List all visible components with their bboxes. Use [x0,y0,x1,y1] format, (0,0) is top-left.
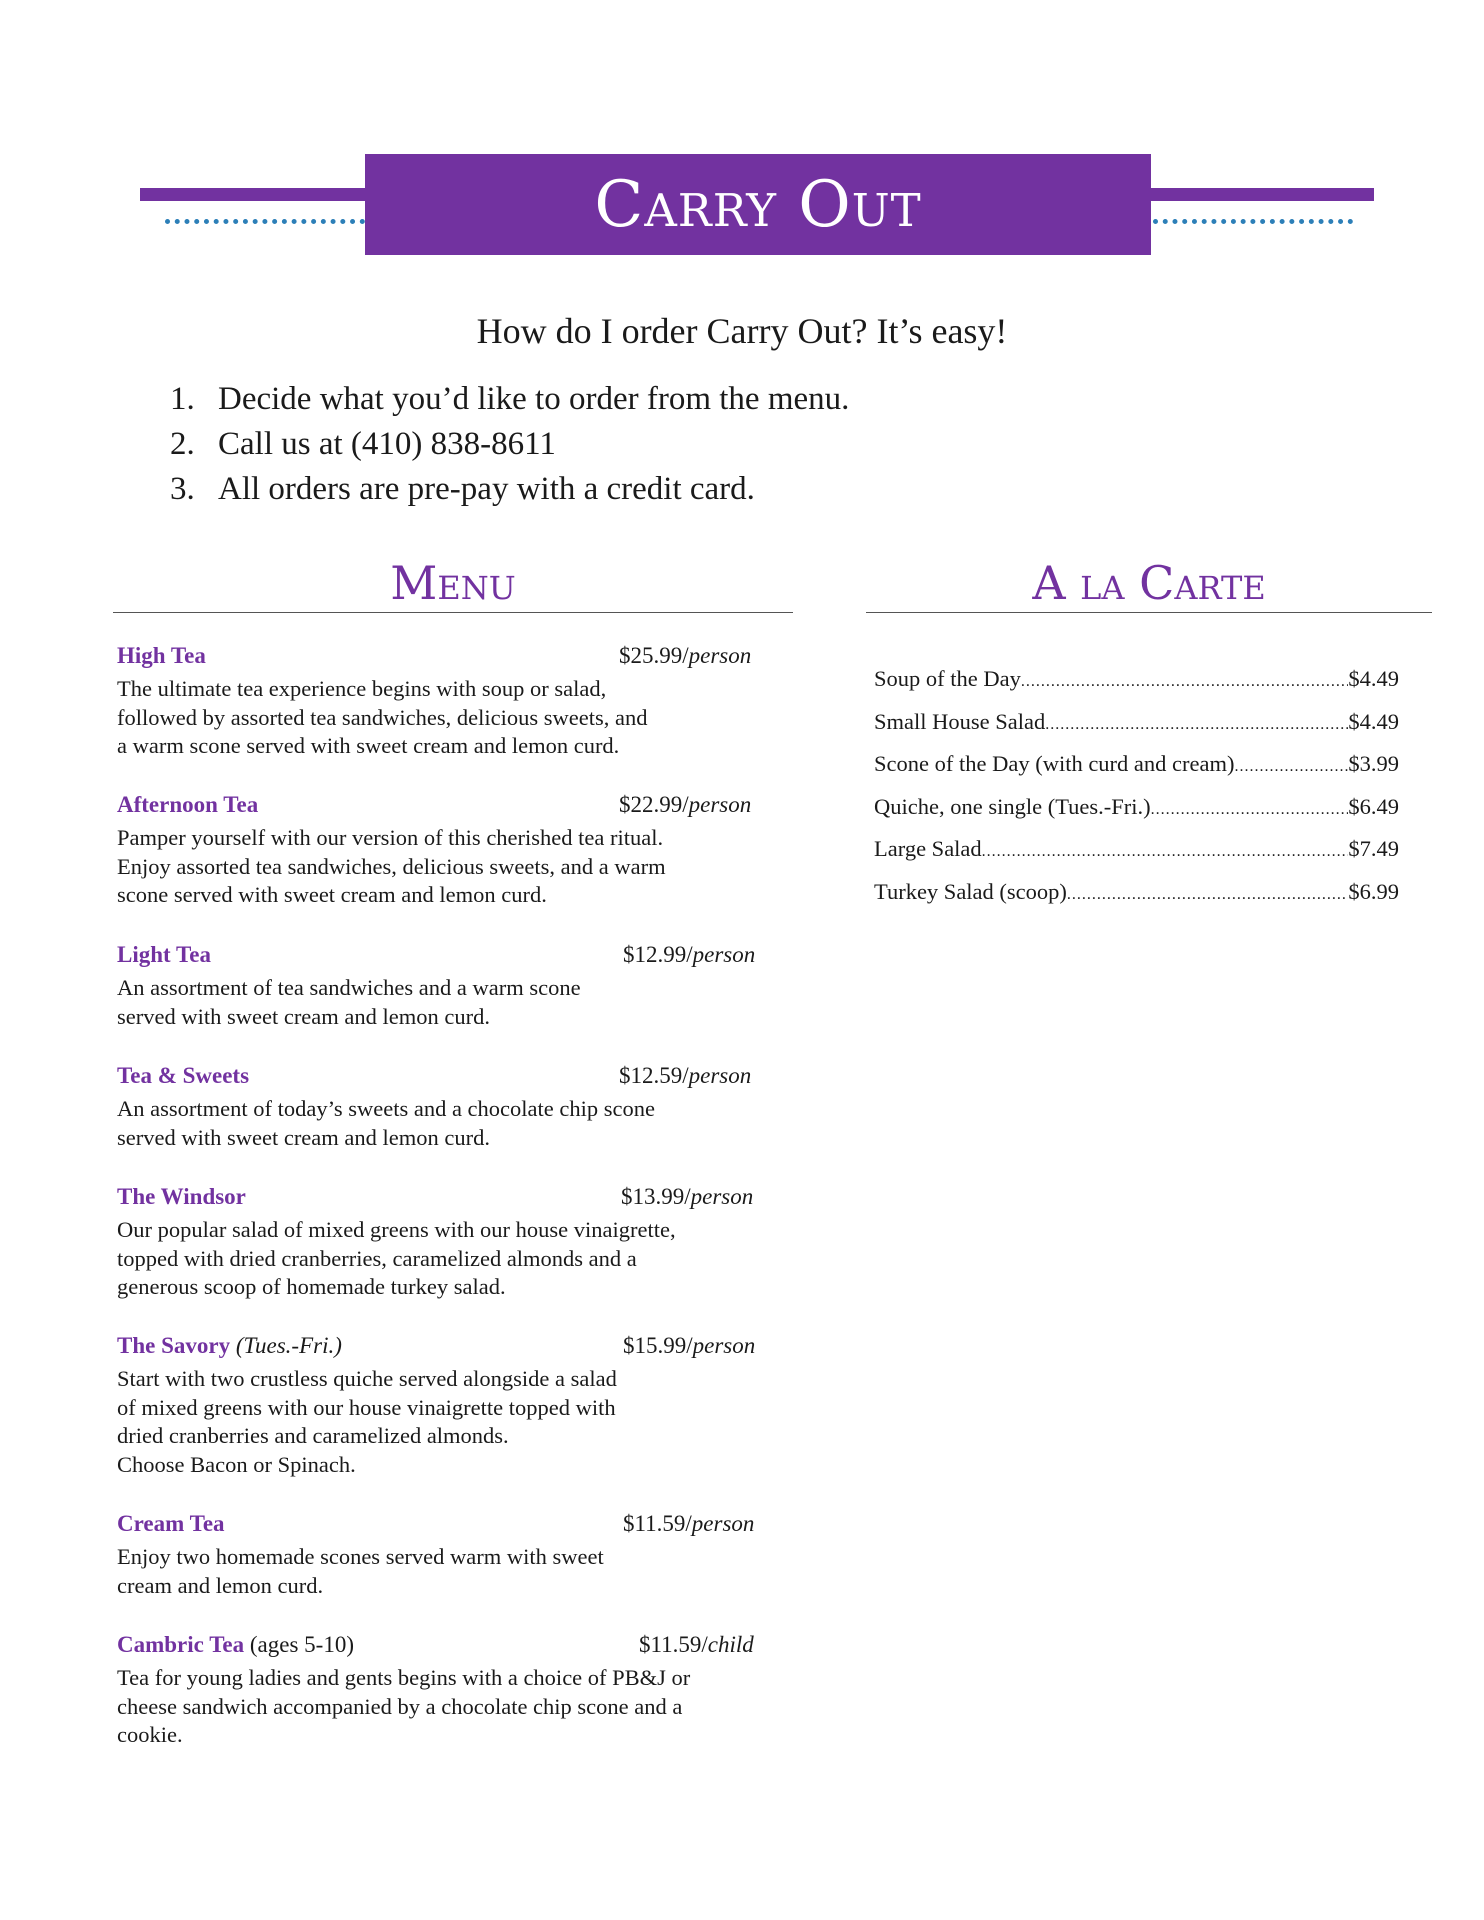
menu-item-name: The Windsor [117,1184,246,1209]
menu-item-name: Cambric Tea [117,1632,245,1657]
menu-item-price: $15.99/person [623,1333,756,1358]
menu-item-name: Tea & Sweets [117,1063,250,1088]
menu-item-name: Afternoon Tea [117,792,259,817]
page-title: Carry Out [594,167,922,242]
menu-item-price: $11.59/child [639,1632,754,1657]
alacarte-item: Soup of the Day ..... $4.49 [874,664,1399,707]
menu-heading-rule [113,612,793,613]
menu-item-the-windsor [117,1182,777,1302]
menu-item-note: (Tues.-Fri.) [235,1333,342,1358]
menu-item-description: Start with two crustless quiche served alongside a salad of mixed greens with our house vinaigrette topped with dried cranberries and caramelized almonds. Choose Bacon or Spinach. [117,1366,617,1477]
alacarte-item: Large Salad ..... $7.49 [874,834,1399,877]
menu-item-description: Tea for young ladies and gents begins with a choice of PB&J or cheese sandwich accompanied by a chocolate chip scone and a cookie. [117,1665,691,1747]
menu-item-price: $25.99/person [619,643,752,668]
menu-item-description: Pamper yourself with our version of this cherished tea ritual. Enjoy assorted tea sandwiches, delicious sweets, and a warm scone served with sweet cream and lemon curd. [117,825,666,907]
menu-item-name: Light Tea [117,942,211,967]
order-step: 1. Decide what you’d like to order from the menu. [170,381,850,417]
banner-rule-right [1150,188,1374,201]
banner-dots-left [165,219,365,224]
banner-dots-right [1153,219,1353,224]
menu-item-price: $13.99/person [621,1184,754,1209]
banner-rule-left [140,188,365,201]
menu-item-description: The ultimate tea experience begins with soup or salad, followed by assorted tea sandwiches, delicious sweets, and a warm scone served with sweet cream and lemon curd. [117,676,648,758]
menu-item-note: (ages 5-10) [249,1632,354,1657]
menu-item-name: Cream Tea [117,1511,225,1536]
order-steps [170,377,849,512]
menu-item-name: The Savory [117,1333,231,1358]
menu-item-description: Our popular salad of mixed greens with our house vinaigrette, topped with dried cranberries, caramelized almonds and a generous scoop of homemade turkey salad. [117,1217,676,1299]
menu-item-price: $22.99/person [619,792,752,817]
menu-item-description: Enjoy two homemade scones served warm with sweet cream and lemon curd. [117,1544,604,1598]
menu-item-name: High Tea [117,643,206,668]
menu-item-price: $12.59/person [619,1063,752,1088]
alacarte-list [874,664,1399,919]
menu-item-description: An assortment of tea sandwiches and a warm scone served with sweet cream and lemon curd. [117,975,581,1029]
title-banner [365,154,1151,255]
menu-item-the-savory [117,1331,777,1479]
alacarte-item: Small House Salad ..... $4.49 [874,707,1399,750]
order-step: 2. Call us at (410) 838-8611 [170,426,556,462]
alacarte-heading-rule [866,612,1432,613]
alacarte-item: Quiche, one single (Tues.-Fri.) ..... $6.49 [874,792,1399,835]
alacarte-item: Turkey Salad (scoop) ..... $6.99 [874,877,1399,920]
order-step: 3. All orders are pre-pay with a credit card. [170,471,755,507]
menu-item-afternoon-tea [117,790,777,910]
menu-item-light-tea [117,940,777,1031]
menu-item-high-tea [117,641,777,761]
intro-heading: How do I order Carry Out? It’s easy! [476,311,1008,351]
menu-item-cambric-tea [117,1630,777,1750]
menu-item-cream-tea [117,1509,777,1600]
menu-item-description: An assortment of today’s sweets and a chocolate chip scone served with sweet cream and lemon curd. [117,1096,655,1150]
menu-item-price: $11.59/person [623,1511,755,1536]
menu-heading: Menu [390,556,516,610]
alacarte-item: Scone of the Day (with curd and cream) ..... $3.99 [874,749,1399,792]
menu-item-tea-and-sweets [117,1061,777,1152]
alacarte-heading: A la Carte [1032,556,1266,610]
menu-item-price: $12.99/person [623,942,756,967]
